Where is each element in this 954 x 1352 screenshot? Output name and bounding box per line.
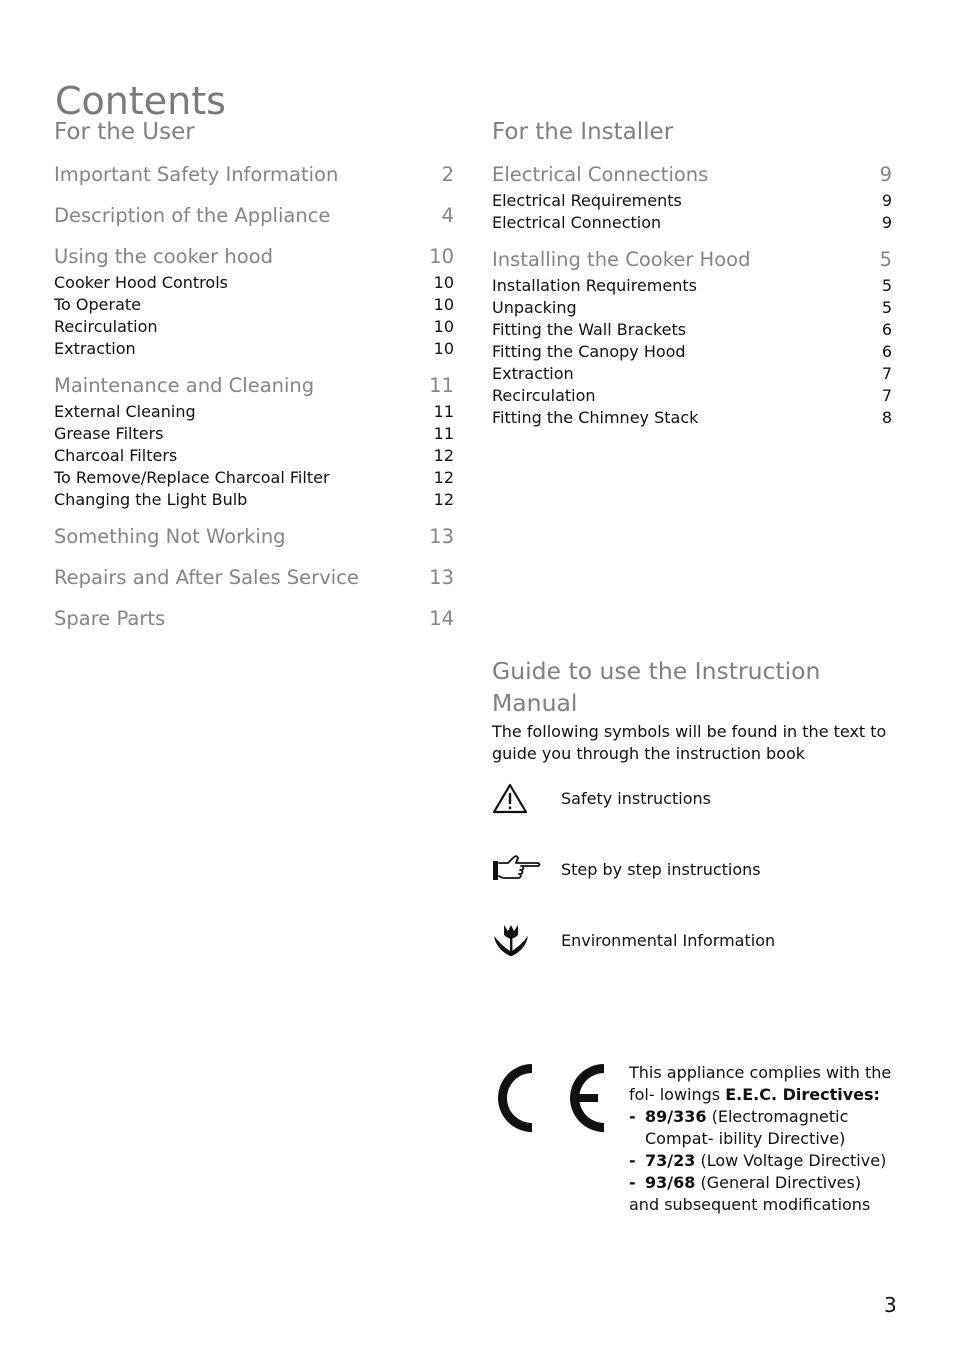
toc-subentry	[492, 385, 892, 407]
guide-intro: The following symbols will be found in the text to guide you through the instruction book	[492, 722, 887, 763]
toc-subentry-page: 8	[881, 408, 892, 427]
toc-subentry-label: Changing the Light Bulb	[54, 490, 248, 509]
guide-section	[492, 655, 912, 765]
toc-subentry	[492, 363, 892, 385]
symbol-row-steps	[492, 849, 892, 889]
toc-section-page: 13	[429, 566, 454, 589]
symbol-label-steps: Step by step instructions	[561, 859, 761, 879]
toc-subentry-label: To Remove/Replace Charcoal Filter	[54, 468, 330, 487]
toc-section-entry	[492, 245, 892, 275]
directive-code: 89/336	[645, 1107, 707, 1126]
toc-subentry-page: 10	[433, 273, 454, 292]
page-number: 3	[884, 1293, 897, 1317]
eec-intro: This appliance complies with the fol- lowings E.E.C. Directives:	[629, 1063, 892, 1104]
toc-section-title: Description of the Appliance	[54, 204, 331, 227]
toc-subentry-label: Charcoal Filters	[54, 446, 178, 465]
toc-subentry-page: 11	[433, 402, 454, 421]
toc-subentry	[492, 319, 892, 341]
toc-subentry-label: External Cleaning	[54, 402, 196, 421]
toc-section-page: 5	[879, 248, 892, 271]
symbol-label-safety: Safety instructions	[561, 788, 711, 808]
toc-subentry-label: Unpacking	[492, 298, 577, 317]
toc-section-page: 14	[429, 607, 454, 630]
toc-group	[54, 371, 454, 511]
toc-subentry-page: 10	[433, 317, 454, 336]
toc-subentry	[54, 338, 454, 360]
installer-column	[492, 116, 892, 440]
eec-compliance-text	[629, 1062, 909, 1216]
toc-subentry	[492, 212, 892, 234]
toc-subentry-page: 11	[433, 424, 454, 443]
directive-desc: (General Directives)	[695, 1173, 862, 1192]
toc-subentry-label: Recirculation	[492, 386, 596, 405]
toc-section-page: 13	[429, 525, 454, 548]
toc-section-entry	[54, 604, 454, 634]
user-toc	[54, 160, 454, 634]
eec-outro: and subsequent modifications	[629, 1195, 871, 1214]
toc-subentry-label: Electrical Requirements	[492, 191, 682, 210]
toc-subentry	[54, 272, 454, 294]
toc-subentry	[492, 190, 892, 212]
warning-triangle-icon	[492, 780, 542, 816]
directive-list	[629, 1106, 909, 1194]
user-column	[54, 116, 454, 645]
directive-item	[629, 1106, 909, 1150]
toc-section-title: Maintenance and Cleaning	[54, 374, 315, 397]
toc-subentry-page: 5	[881, 298, 892, 317]
toc-group	[54, 522, 454, 552]
toc-subentry-label: Electrical Connection	[492, 213, 662, 232]
directive-item	[629, 1150, 909, 1172]
toc-subentry-page: 10	[433, 339, 454, 358]
toc-subentry	[492, 297, 892, 319]
toc-section-entry	[54, 160, 454, 190]
symbol-row-environment	[492, 920, 892, 960]
toc-subentry-page: 6	[881, 342, 892, 361]
toc-section-entry	[54, 201, 454, 231]
symbol-row-safety	[492, 778, 892, 818]
directive-dash: -	[629, 1107, 636, 1126]
toc-group	[54, 563, 454, 593]
toc-subentry-page: 7	[881, 364, 892, 383]
guide-heading: Guide to use the Instruction Manual	[492, 657, 821, 717]
toc-group	[492, 245, 892, 429]
installer-toc	[492, 160, 892, 429]
symbol-label-environment: Environmental Information	[561, 930, 776, 950]
toc-subentry-label: Installation Requirements	[492, 276, 697, 295]
toc-subentry	[492, 407, 892, 429]
toc-subentry-page: 12	[433, 446, 454, 465]
toc-subentry-label: Recirculation	[54, 317, 158, 336]
directive-dash: -	[629, 1151, 636, 1170]
toc-section-title: Using the cooker hood	[54, 245, 273, 268]
directive-text	[645, 1150, 886, 1172]
directive-dash: -	[629, 1173, 636, 1192]
directive-code: 73/23	[645, 1151, 696, 1170]
directive-desc: (Electromagnetic Compat- ibility Directive)	[645, 1107, 849, 1148]
directive-item	[629, 1172, 909, 1194]
toc-subentry-label: Extraction	[54, 339, 136, 358]
toc-subentry-page: 9	[881, 191, 892, 210]
toc-section-entry	[54, 242, 454, 272]
toc-section-title: Electrical Connections	[492, 163, 709, 186]
toc-subentry-label: Grease Filters	[54, 424, 164, 443]
toc-group	[54, 160, 454, 190]
toc-section-page: 11	[429, 374, 454, 397]
toc-section-title: Installing the Cooker Hood	[492, 248, 751, 271]
toc-subentry	[54, 467, 454, 489]
toc-subentry-page: 10	[433, 295, 454, 314]
toc-section-page: 2	[441, 163, 454, 186]
toc-group	[492, 160, 892, 234]
page-title: Contents	[55, 79, 226, 124]
toc-subentry	[54, 445, 454, 467]
toc-section-page: 9	[879, 163, 892, 186]
ce-mark-icon	[492, 1060, 606, 1136]
pointing-hand-icon	[492, 851, 542, 887]
toc-subentry-label: Fitting the Wall Brackets	[492, 320, 687, 339]
toc-section-entry	[54, 563, 454, 593]
toc-section-title: Repairs and After Sales Service	[54, 566, 359, 589]
toc-subentry-page: 9	[881, 213, 892, 232]
toc-subentry-label: Cooker Hood Controls	[54, 273, 228, 292]
toc-section-entry	[54, 522, 454, 552]
toc-subentry	[54, 401, 454, 423]
user-heading: For the User	[54, 119, 195, 145]
toc-section-page: 10	[429, 245, 454, 268]
toc-group	[54, 242, 454, 360]
toc-section-title: Spare Parts	[54, 607, 166, 630]
toc-subentry-label: Extraction	[492, 364, 574, 383]
installer-heading: For the Installer	[492, 119, 674, 145]
toc-subentry-page: 12	[433, 490, 454, 509]
directive-text	[645, 1106, 909, 1150]
toc-subentry-page: 12	[433, 468, 454, 487]
toc-subentry-page: 6	[881, 320, 892, 339]
directive-desc: (Low Voltage Directive)	[695, 1151, 887, 1170]
directive-text	[645, 1172, 861, 1194]
tulip-icon	[492, 922, 542, 958]
toc-subentry	[492, 341, 892, 363]
toc-subentry	[54, 316, 454, 338]
toc-section-entry	[492, 160, 892, 190]
toc-section-entry	[54, 371, 454, 401]
toc-group	[54, 201, 454, 231]
toc-group	[54, 604, 454, 634]
toc-section-title: Important Safety Information	[54, 163, 339, 186]
toc-section-title: Something Not Working	[54, 525, 286, 548]
toc-section-page: 4	[441, 204, 454, 227]
toc-subentry-label: Fitting the Canopy Hood	[492, 342, 686, 361]
toc-subentry	[54, 423, 454, 445]
toc-subentry	[54, 489, 454, 511]
toc-subentry	[54, 294, 454, 316]
toc-subentry-label: To Operate	[54, 295, 142, 314]
toc-subentry-page: 5	[881, 276, 892, 295]
toc-subentry-label: Fitting the Chimney Stack	[492, 408, 699, 427]
directive-code: 93/68	[645, 1173, 696, 1192]
toc-subentry	[492, 275, 892, 297]
toc-subentry-page: 7	[881, 386, 892, 405]
